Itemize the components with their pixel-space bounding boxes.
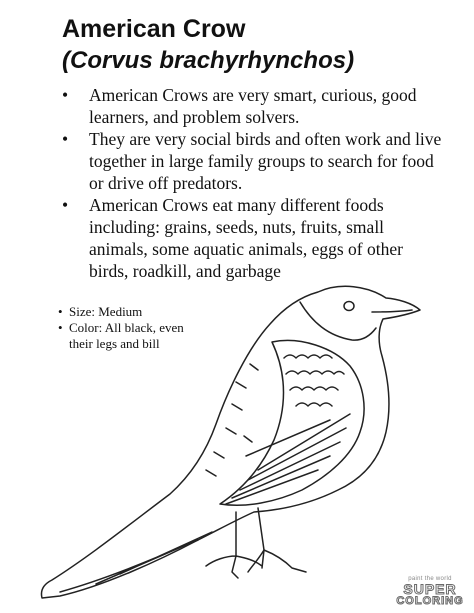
bullet-icon: •: [58, 304, 63, 319]
crow-tail: [60, 532, 212, 592]
crow-body-outline: [41, 286, 420, 598]
bullet-icon: •: [58, 320, 63, 335]
crow-eye: [344, 302, 354, 311]
scientific-name: (Corvus brachyrhynchos): [62, 47, 355, 74]
page-title: American Crow: [62, 15, 246, 43]
fact-text: American Crows are very smart, curious, good learners, and problem solvers.: [89, 85, 417, 127]
crow-primary-feathers: [226, 414, 350, 504]
bullet-icon: •: [62, 129, 69, 149]
watermark-tagline: paint the world: [408, 576, 452, 582]
quick-fact-text: Color: All black, even their legs and bill: [69, 320, 184, 351]
bullet-icon: •: [62, 85, 69, 105]
fact-text: American Crows eat many different foods including: grains, seeds, nuts, fruits, small animals, some aquatic animals, eggs of other birds, roadkill, and garbage: [89, 195, 403, 281]
crow-neck-line: [300, 302, 376, 340]
watermark-line1: SUPER: [403, 581, 457, 597]
bullet-icon: •: [62, 195, 69, 215]
crow-feet: [206, 550, 306, 578]
crow-legs: [236, 508, 264, 556]
watermark-line2: COLORING: [396, 595, 464, 607]
watermark-logo: [394, 576, 466, 607]
crow-body-feathers: [206, 364, 258, 476]
quick-fact-text: Size: Medium: [69, 304, 143, 319]
crow-feather-scallops: [284, 355, 344, 406]
fact-text: They are very social birds and often work and live together in large family groups to search for food or drive off predators.: [89, 129, 442, 193]
crow-beak-line: [372, 310, 412, 312]
